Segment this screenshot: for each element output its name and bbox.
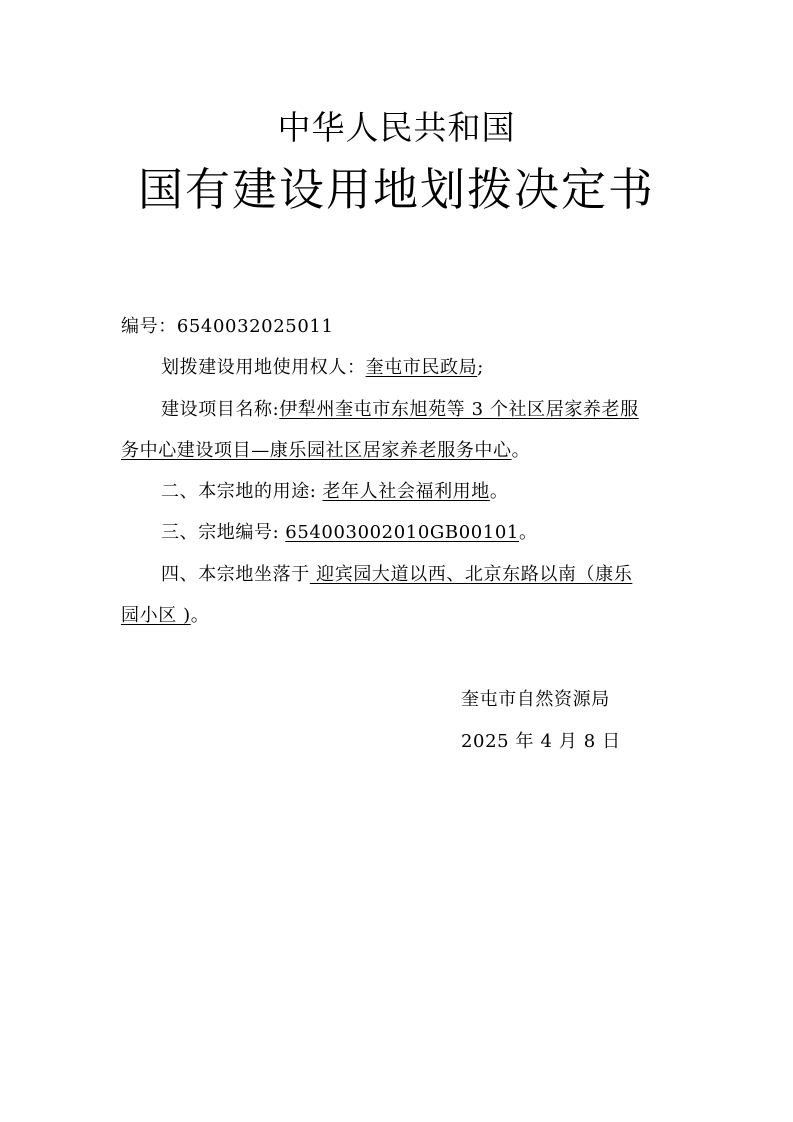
usage-suffix: 。 <box>489 481 509 502</box>
issue-date: 2025 年 4 月 8 日 <box>461 731 621 752</box>
parcel-suffix: 。 <box>518 522 538 543</box>
document-title: 国有建设用地划拨决定书 <box>137 163 655 216</box>
project-value-line1: 伊犁州奎屯市东旭苑等 3 个社区居家养老服 <box>279 399 639 420</box>
usage-label: 二、本宗地的用途: <box>161 481 317 502</box>
project-suffix: 。 <box>511 440 531 461</box>
location-row-1 <box>161 563 632 587</box>
parcel-value: 654003002010GB00101 <box>285 522 519 543</box>
title-country: 中华人民共和国 <box>277 108 516 147</box>
usage-value: 老年人社会福利用地 <box>322 481 490 502</box>
document-number-value: 6540032025011 <box>176 316 334 337</box>
project-label: 建设项目名称: <box>161 399 280 420</box>
parcel-row <box>161 521 538 545</box>
usage-row <box>161 480 508 504</box>
grantee-value: 奎屯市民政局 <box>365 357 478 378</box>
project-row-2 <box>121 439 530 463</box>
document-number-row <box>121 315 334 339</box>
grantee-row <box>161 356 484 380</box>
document-number-label: 编号： <box>121 316 177 337</box>
project-value-line2: 务中心建设项目—康乐园社区居家养老服务中心 <box>121 440 512 461</box>
location-suffix: 。 <box>190 605 210 626</box>
parcel-label: 三、宗地编号: <box>161 522 280 543</box>
project-row-1 <box>161 398 639 422</box>
location-value-line2: 园小区 ) <box>121 605 191 626</box>
grantee-label: 划拨建设用地使用权人： <box>161 357 366 378</box>
location-row-2 <box>121 604 209 628</box>
issuing-authority: 奎屯市自然资源局 <box>461 689 610 710</box>
location-label: 四、本宗地坐落于 <box>161 564 310 585</box>
grantee-suffix: ; <box>477 357 484 378</box>
location-value-line1: 迎宾园大道以西、北京东路以南（康乐 <box>309 564 633 585</box>
